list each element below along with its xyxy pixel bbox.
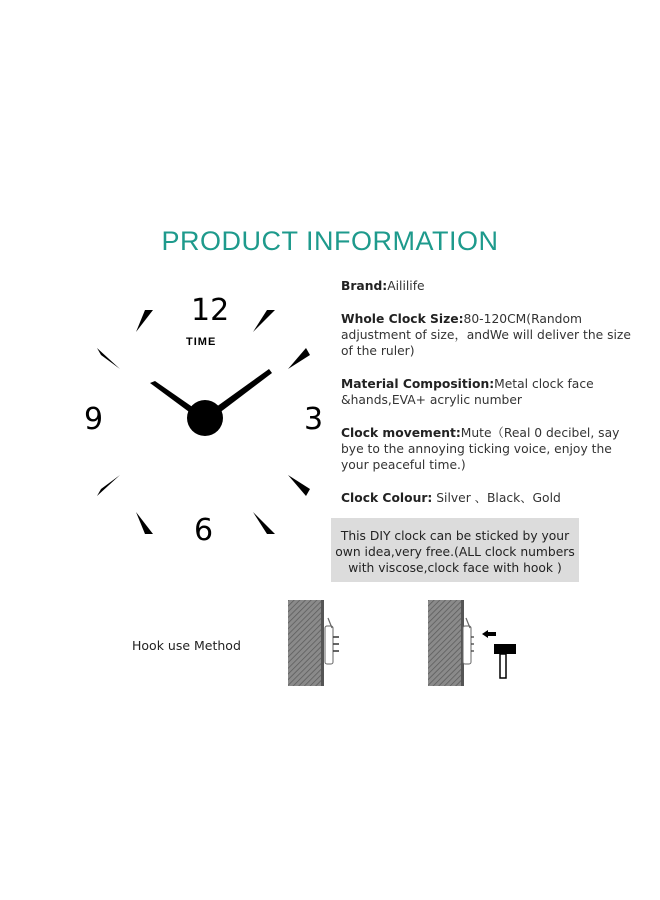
info-value: Silver 、Black、Gold [432, 491, 561, 505]
marker-10 [97, 348, 120, 369]
info-key: Clock Colour: [341, 491, 433, 505]
info-movement [341, 425, 641, 473]
clock-number-9: 9 [84, 402, 104, 437]
clock-number-6: 6 [194, 513, 214, 548]
info-material [341, 376, 641, 408]
marker-4 [288, 475, 310, 496]
hook-method-label: Hook use Method [132, 638, 241, 653]
marker-8 [97, 475, 120, 496]
info-key: Clock movement: [341, 426, 461, 440]
hook-plate [463, 626, 471, 664]
info-value: Mute（Real 0 decibel, say bye to the annoying ticking voice, enjoy the your peaceful time.) [341, 426, 620, 472]
clock-hub [187, 400, 223, 436]
diy-note-box: This DIY clock can be sticked by your own idea,very free.(ALL clock numbers with viscose,clock face with hook ) [331, 518, 579, 582]
hook-diagram-wall-icon [288, 600, 358, 690]
page-title: PRODUCT INFORMATION [161, 226, 499, 256]
product-info-list [341, 278, 641, 523]
info-key: Material Composition: [341, 377, 495, 391]
clock-illustration [60, 272, 360, 572]
info-key: Whole Clock Size: [341, 312, 464, 326]
info-colour [341, 490, 641, 506]
marker-11 [136, 310, 153, 332]
hook-diagram-hammer-icon [428, 600, 528, 690]
marker-1 [253, 310, 275, 332]
marker-5 [253, 512, 275, 534]
clock-number-3: 3 [304, 402, 324, 437]
info-value: 80-120CM(Random adjustment of size，andWe will deliver the size of the ruler) [341, 312, 631, 358]
clock-time-label: TIME [186, 336, 217, 348]
marker-7 [136, 512, 153, 534]
info-value: Aililife [387, 279, 425, 293]
clock-number-12: 12 [191, 293, 230, 328]
wall-section [428, 600, 462, 686]
hammer-icon [494, 644, 516, 654]
info-size [341, 311, 641, 359]
info-key: Brand: [341, 279, 388, 293]
hook-plate [325, 626, 333, 664]
arrow-icon [482, 630, 488, 638]
wall-section [288, 600, 322, 686]
info-brand [341, 278, 641, 294]
info-value: Metal clock face &hands,EVA+ acrylic number [341, 377, 594, 407]
marker-2 [288, 348, 310, 369]
